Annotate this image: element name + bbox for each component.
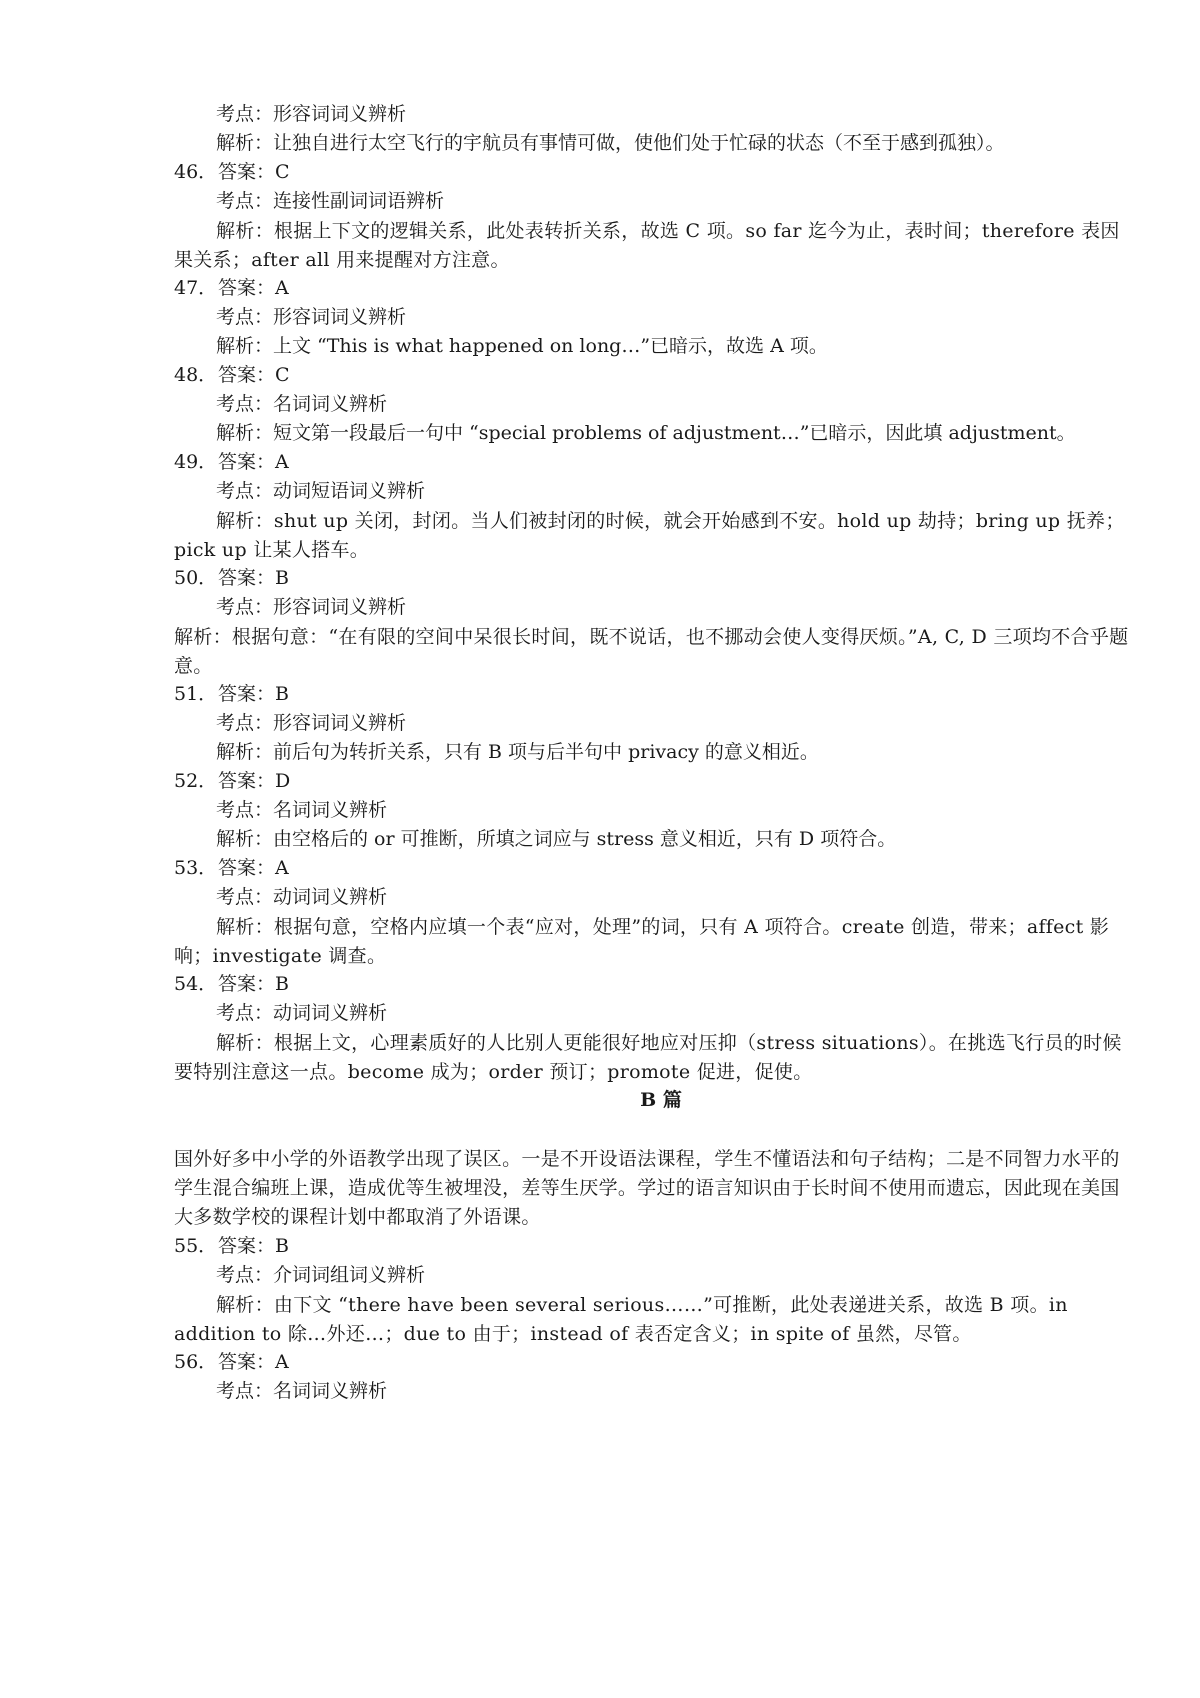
point-52: 考点：名词词义辨析 [216,799,388,821]
item-number: 56． [174,1351,218,1373]
answer: 答案：B [218,683,289,705]
answer-line-56 [174,1349,289,1375]
analysis-49: 解析：shut up 关闭，封闭。当人们被封闭的时候，就会开始感到不安。hold up 劫持；bring up 抚养；pick up 让某人搭车。 [174,510,1125,561]
answer: 答案：A [218,451,289,473]
analysis-52: 解析：由空格后的 or 可推断，所填之词应与 stress 意义相近，只有 D 项符合。 [216,828,897,850]
analysis-46: 解析：根据上下文的逻辑关系，此处表转折关系，故选 C 项。so far 迄今为止，表时间；therefore 表因果关系；after all 用来提醒对方注意。 [174,220,1120,271]
item-number: 54． [174,973,218,995]
answer: 答案：B [218,1235,289,1257]
point-47: 考点：形容词词义辨析 [216,306,407,328]
answer-line-50 [174,565,289,591]
answer-line-46 [174,159,290,185]
point-55: 考点：介词词组词义辨析 [216,1264,426,1286]
point-48: 考点：名词词义辨析 [216,393,388,415]
point-56: 考点：名词词义辨析 [216,1380,388,1402]
lead-point: 考点：形容词词义辨析 [216,103,407,125]
section-title: B 篇 [640,1089,682,1111]
point-50: 考点：形容词词义辨析 [216,596,407,618]
answer-line-51 [174,681,289,707]
analysis-55: 解析：由下文 “there have been several serious……”可推断，此处表递进关系，故选 B 项。in addition to 除…外还…；due to 由于；instead of 表否定含义；in spite of 虽然，尽管。 [174,1294,1068,1345]
point-53: 考点：动词词义辨析 [216,886,388,908]
item-number: 46． [174,161,218,183]
answer-line-54 [174,971,289,997]
answer-line-53 [174,855,289,881]
analysis-50: 解析：根据句意：“在有限的空间中呆很长时间，既不说话，也不挪动会使人变得厌烦。”A, C, D 三项均不合乎题意。 [174,626,1129,677]
analysis-47: 解析：上文 “This is what happened on long…”已暗示，故选 A 项。 [216,335,828,357]
point-46: 考点：连接性副词词语辨析 [216,190,445,212]
point-51: 考点：形容词词义辨析 [216,712,407,734]
answer-line-48 [174,362,290,388]
answer: 答案：A [218,277,289,299]
answer: 答案：A [218,1351,289,1373]
item-number: 50． [174,567,218,589]
analysis-53: 解析：根据句意，空格内应填一个表“应对，处理”的词，只有 A 项符合。create 创造，带来；affect 影响；investigate 调查。 [174,916,1110,967]
answer: 答案：C [218,161,290,183]
item-number: 49． [174,451,218,473]
answer: 答案：D [218,770,291,792]
answer-line-55 [174,1233,289,1259]
answer: 答案：A [218,857,289,879]
point-54: 考点：动词词义辨析 [216,1002,388,1024]
analysis-54: 解析：根据上文，心理素质好的人比别人更能很好地应对压抑（stress situations）。在挑选飞行员的时候要特别注意这一点。become 成为；order 预订；promote 促进，促使。 [174,1032,1122,1083]
analysis-48: 解析：短文第一段最后一句中 “special problems of adjustment…”已暗示，因此填 adjustment。 [216,422,1076,444]
item-number: 55． [174,1235,218,1257]
item-number: 52． [174,770,218,792]
lead-analysis: 解析：让独自进行太空飞行的宇航员有事情可做，使他们处于忙碌的状态（不至于感到孤独）。 [216,132,1005,154]
item-number: 47． [174,277,218,299]
item-number: 51． [174,683,218,705]
answer-line-52 [174,768,290,794]
item-number: 48． [174,364,218,386]
analysis-51: 解析：前后句为转折关系，只有 B 项与后半句中 privacy 的意义相近。 [216,741,819,763]
answer-line-49 [174,449,289,475]
section-intro: 国外好多中小学的外语教学出现了误区。一是不开设语法课程，学生不懂语法和句子结构；二是不同智力水平的学生混合编班上课，造成优等生被埋没，差等生厌学。学过的语言知识由于长时间不使用而遗忘，因此现在美国大多数学校的课程计划中都取消了外语课。 [174,1148,1120,1228]
answer: 答案：B [218,567,289,589]
answer: 答案：C [218,364,290,386]
answer-line-47 [174,275,289,301]
item-number: 53． [174,857,218,879]
answer: 答案：B [218,973,289,995]
point-49: 考点：动词短语词义辨析 [216,480,426,502]
